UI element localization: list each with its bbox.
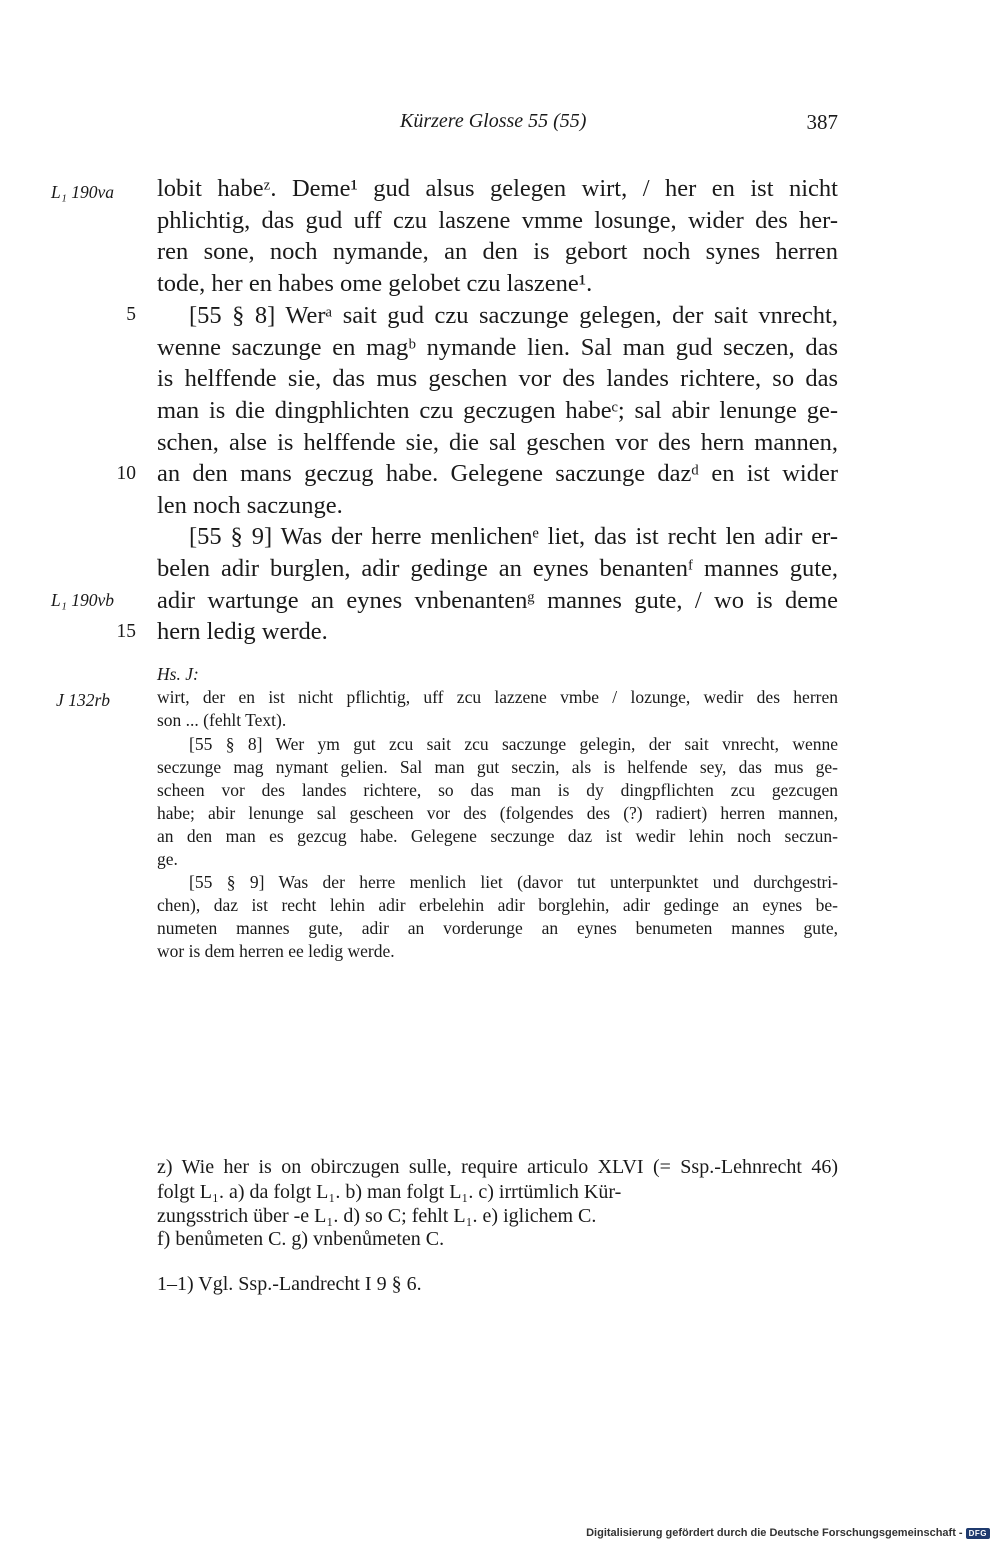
line-number-5: 5 xyxy=(126,304,136,325)
source-note: 1–1) Vgl. Ssp.-Landrecht I 9 § 6. xyxy=(157,1273,422,1295)
variant-line-4: seczunge mag nymant gelien. Sal man gut seczin, als is helfende sey, das mus ge- xyxy=(157,757,838,777)
variant-line-8: ge. xyxy=(157,849,178,869)
variant-line-7: an den man es gezcug habe. Gelegene seczunge daz ist wedir lehin noch seczun- xyxy=(157,826,838,846)
manuscript-label: Hs. J: xyxy=(157,664,199,684)
margin-siglum-j-132rb: J 132rb xyxy=(56,690,110,710)
main-line-5: [55 § 8] Werᵃ sait gud czu saczunge gelegen, der sait vnrecht, xyxy=(189,302,838,329)
page-number: 387 xyxy=(806,110,838,134)
margin-siglum-l1-190vb: L₁ 190vb xyxy=(51,590,114,610)
variant-line-11: numeten mannes gute, adir an vorderunge an eynes benumeten mannes gute, xyxy=(157,918,838,938)
variant-line-12: wor is dem herren ee ledig werde. xyxy=(157,941,395,961)
main-line-9: schen, alse is helffende sie, die sal geschen vor des hern mannen, xyxy=(157,429,838,456)
variant-line-6: habe; abir lenunge sal gescheen vor des (folgendes des (?) radiert) herren mannen, xyxy=(157,803,838,823)
variant-line-1: wirt, der en ist nicht pflichtig, uff zcu lazzene vmbe / lozunge, wedir des herren xyxy=(157,687,838,707)
apparatus-line-3: zungsstrich über -e L₁. d) so C; fehlt L₁. e) iglichem C. xyxy=(157,1205,597,1227)
main-line-7: is helffende sie, das mus geschen vor des landes richtere, so das xyxy=(157,365,838,392)
main-line-15: hern ledig werde. xyxy=(157,618,328,645)
line-number-10: 10 xyxy=(116,463,136,484)
funding-credit xyxy=(586,1527,990,1539)
variant-line-2: son ... (fehlt Text). xyxy=(157,710,287,730)
main-line-8: man is die dingphlichten czu geczugen habeᶜ; sal abir lenunge ge- xyxy=(157,397,838,424)
main-line-1: lobit habeᶻ. Deme¹ gud alsus gelegen wirt, / her en ist nicht xyxy=(157,175,838,202)
variant-line-5: scheen vor des landes richtere, so das man is dy dingpflichten zcu gezcugen xyxy=(157,780,838,800)
apparatus-line-4: f) benůmeten C. g) vnbenůmeten C. xyxy=(157,1228,445,1250)
main-line-6: wenne saczunge en magᵇ nymande lien. Sal man gud seczen, das xyxy=(157,334,838,361)
apparatus-line-1: z) Wie her is on obirczugen sulle, require articulo XLVI (= Ssp.-Lehnrecht 46) xyxy=(157,1156,838,1178)
margin-siglum-l1-190va: L₁ 190va xyxy=(51,182,114,202)
apparatus-line-2: folgt L₁. a) da folgt L₁. b) man folgt L₁. c) irrtümlich Kür- xyxy=(157,1181,622,1203)
main-line-11: len noch saczunge. xyxy=(157,492,343,519)
main-line-13: belen adir burglen, adir gedinge an eynes benantenᶠ mannes gute, xyxy=(157,555,838,582)
variant-line-9: [55 § 9] Was der herre menlich liet (davor tut unterpunktet und durchgestri- xyxy=(189,872,838,892)
main-line-4: tode, her en habes ome gelobet czu laszene¹. xyxy=(157,270,593,297)
line-number-15: 15 xyxy=(116,621,136,642)
dfg-logo-icon: DFG xyxy=(966,1528,990,1539)
variant-line-3: [55 § 8] Wer ym gut zcu sait zcu saczunge gelegin, der sait vnrecht, wenne xyxy=(189,734,838,754)
main-line-3: ren sone, noch nymande, an den is gebort noch synes herren xyxy=(157,238,838,265)
running-header-title: Kürzere Glosse 55 (55) xyxy=(400,110,587,132)
main-line-2: phlichtig, das gud uff czu laszene vmme losunge, wider des her- xyxy=(157,207,838,234)
main-line-10: an den mans geczug habe. Gelegene saczunge dazᵈ en ist wider xyxy=(157,460,838,487)
main-line-14: adir wartunge an eynes vnbenantenᵍ mannes gute, / wo is deme xyxy=(157,587,838,614)
funding-credit-text: Digitalisierung gefördert durch die Deutsche Forschungsgemeinschaft - xyxy=(586,1527,963,1539)
variant-line-10: chen), daz ist recht lehin adir erbelehin adir borglehin, adir gedinge an eynes be- xyxy=(157,895,838,915)
main-line-12: [55 § 9] Was der herre menlichenᵉ liet, das ist recht len adir er- xyxy=(189,523,838,550)
